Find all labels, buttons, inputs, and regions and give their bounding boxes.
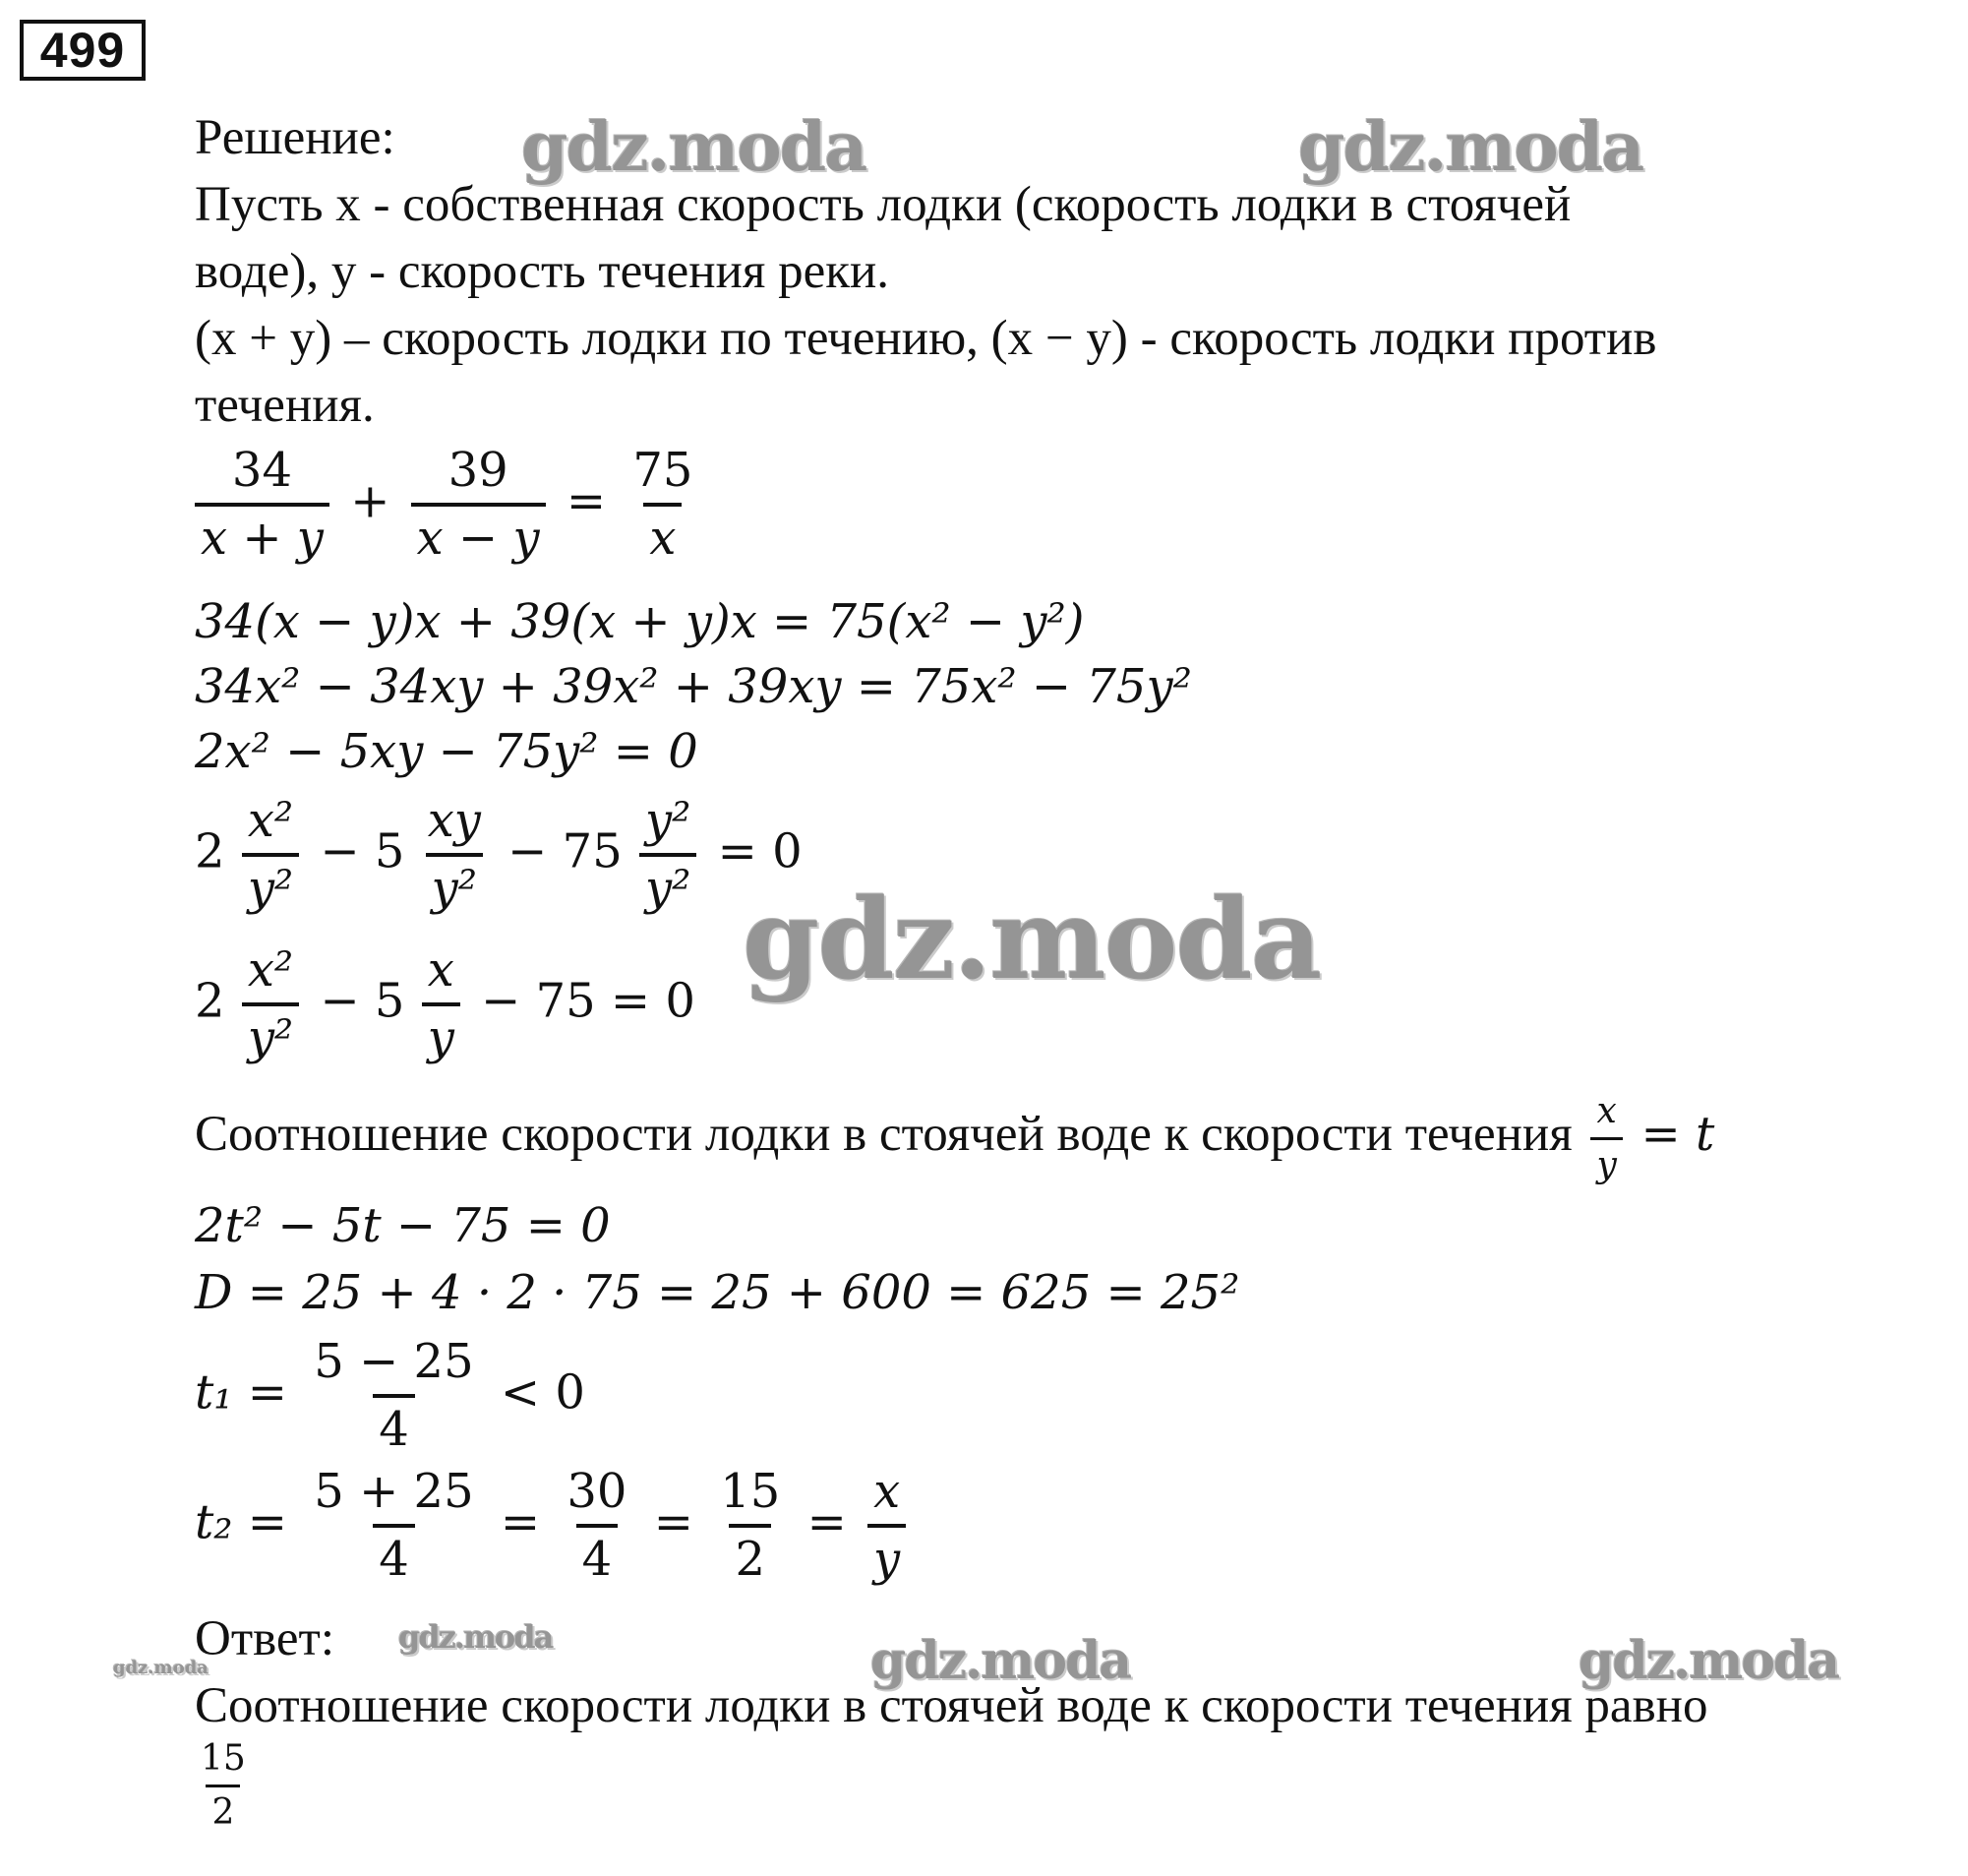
fraction-denominator: y² xyxy=(242,853,299,915)
answer-fraction xyxy=(195,1739,258,1832)
fraction-denominator: 4 xyxy=(373,1394,415,1456)
fraction-numerator: 15 xyxy=(201,1738,246,1779)
fraction-denominator: x − y xyxy=(411,503,546,565)
answer-label: Ответ: xyxy=(195,1611,334,1666)
fraction-denominator: y² xyxy=(639,853,696,915)
equation-simplified: 2x² − 5xy − 75y² = 0 xyxy=(195,724,698,779)
fraction-numerator: y² xyxy=(645,793,691,848)
fraction-denominator: y xyxy=(867,1524,906,1586)
fraction-numerator: x xyxy=(427,942,454,998)
watermark: gdz.moda xyxy=(398,1618,553,1656)
watermark: gdz.moda xyxy=(113,1658,209,1678)
answer-text: Соотношение скорости лодки в стоячей воде к скорости течения равно xyxy=(195,1678,1708,1733)
fraction-denominator: 2 xyxy=(206,1785,240,1833)
term-operator: − 5 xyxy=(320,823,405,879)
fraction-denominator: 4 xyxy=(373,1524,415,1586)
speeds-line-1: (x + y) – скорость лодки по течению, (x − y) - скорость лодки против xyxy=(195,311,1657,366)
fraction-numerator: 30 xyxy=(567,1464,627,1519)
fraction-numerator: 5 − 25 xyxy=(314,1334,474,1389)
watermark: gdz.moda xyxy=(870,1631,1131,1691)
solution-label: Решение: xyxy=(195,110,395,165)
equation-expanded: 34(x − y)x + 39(x + y)x = 75(x² − y²) xyxy=(195,594,1085,649)
fraction-numerator: 39 xyxy=(447,443,508,498)
equation-ratio-form xyxy=(195,944,695,1064)
fraction-denominator: y² xyxy=(426,853,483,915)
watermark: gdz.moda xyxy=(521,108,866,187)
coefficient: 2 xyxy=(195,973,225,1029)
ratio-text: Соотношение скорости лодки в стоячей воде к скорости течения xyxy=(195,1106,1573,1162)
ratio-sentence xyxy=(195,1092,1714,1190)
problem-number-box: 499 xyxy=(20,20,146,81)
fraction-denominator: 2 xyxy=(729,1524,771,1586)
quadratic-equation: 2t² − 5t − 75 = 0 xyxy=(195,1198,611,1253)
fraction-numerator: 34 xyxy=(231,443,292,498)
intro-line-2: воде), y - скорость течения реки. xyxy=(195,244,890,299)
discriminant: D = 25 + 4 · 2 · 75 = 25 + 600 = 625 = 25² xyxy=(195,1265,1240,1320)
fraction-numerator: x² xyxy=(247,942,294,998)
term-operator: − 75 xyxy=(507,823,623,879)
fraction-denominator: y² xyxy=(242,1002,299,1064)
fraction-denominator: x xyxy=(643,503,682,565)
speeds-line-2: течения. xyxy=(195,378,375,433)
fraction-numerator: 5 + 25 xyxy=(314,1464,474,1519)
fraction-numerator: x xyxy=(1596,1091,1617,1131)
fraction-numerator: xy xyxy=(427,793,481,848)
root-t2: t₂ = $\frac{5 + 25}{4}$ = $\frac{30}{4}$ = $\frac{15}{2}$ = $\frac{x}{y}$ xyxy=(195,1466,912,1586)
fraction-numerator: 15 xyxy=(720,1464,781,1519)
fraction-denominator: y xyxy=(422,1002,460,1064)
fraction-denominator: 4 xyxy=(576,1524,619,1586)
fraction-denominator: y xyxy=(1590,1137,1622,1185)
equation-fractions: $\frac{34}{x + y}$ + $\frac{39}{x - y}$ = $\frac{75}{x}$ xyxy=(195,445,704,565)
ratio-equals-t: = t xyxy=(1640,1106,1715,1162)
equation-divided xyxy=(195,795,803,915)
equals-zero: = 0 xyxy=(717,823,803,879)
watermark: gdz.moda xyxy=(1579,1631,1839,1691)
root-t1 xyxy=(195,1336,585,1456)
root-label: t₂ = xyxy=(195,1494,288,1550)
watermark: gdz.moda xyxy=(1298,108,1643,187)
coefficient: 2 xyxy=(195,823,225,879)
term-tail: − 75 = 0 xyxy=(481,973,695,1029)
root-label: t₁ = xyxy=(195,1364,288,1421)
intro-line-1: Пусть x - собственная скорость лодки (скорость лодки в стоячей xyxy=(195,177,1572,232)
fraction-numerator: x² xyxy=(247,793,294,848)
root-tail: < 0 xyxy=(500,1364,585,1421)
fraction-denominator: x + y xyxy=(195,503,329,565)
equation-multiplied: 34x² − 34xy + 39x² + 39xy = 75x² − 75y² xyxy=(195,659,1192,714)
term-operator: − 5 xyxy=(320,973,405,1029)
fraction-numerator: 75 xyxy=(632,443,693,498)
watermark: gdz.moda xyxy=(743,876,1321,1004)
fraction-numerator: x xyxy=(873,1464,901,1519)
